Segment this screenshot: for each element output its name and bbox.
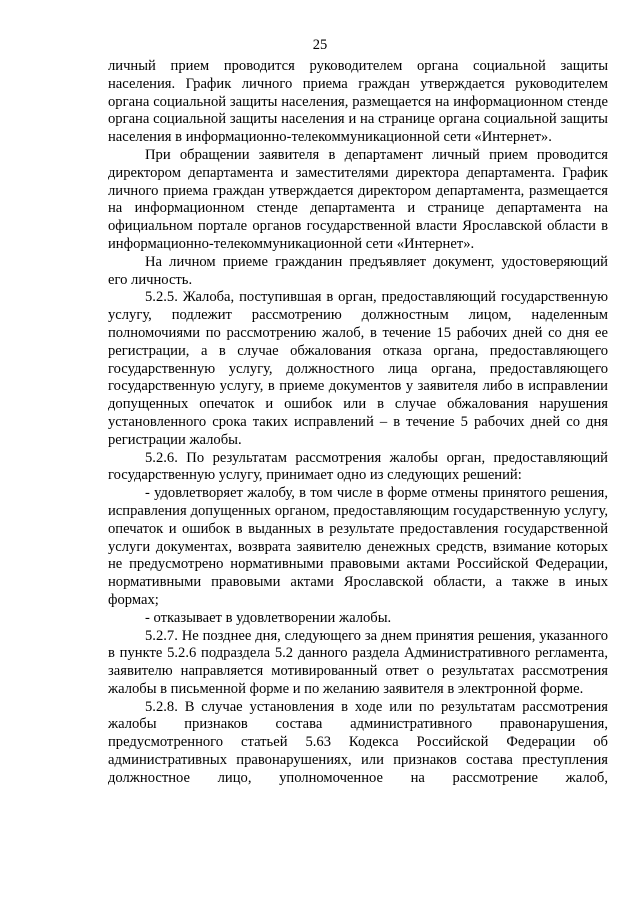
paragraph-5-2-6: 5.2.6. По результатам рассмотрения жалобы орган, предоставляющий государственную услугу, принимает одно из следующих решений: <box>108 449 608 484</box>
list-item-refuse: - отказывает в удовлетворении жалобы. <box>145 609 392 626</box>
list-item-satisfy: - удовлетворяет жалобу, в том числе в форме отмены принятого решения, исправления допущенных органом, предоставляющим государственную услугу, опечаток и ошибок в выданных в результате предоставления государственной услуги документах, возврата заявителю денежных средств, взимание которых не предусмотрено нормативными правовыми актами Российской Федерации, нормативными правовыми актами Ярославской области, а также в иных формах; <box>108 485 608 608</box>
paragraph-5-2-8: 5.2.8. В случае установления в ходе или по результатам рассмотрения жалобы признаков состава административного правонарушения, предусмотренного статьей 5.63 Кодекса Российской Федерации об административных правонарушениях, или признаков состава преступления должностное лицо, уполномоченное на рассмотрение жалоб, <box>108 698 608 786</box>
paragraph-5-2-7: 5.2.7. Не позднее дня, следующего за днем принятия решения, указанного в пункте 5.2.6 подраздела 5.2 данного раздела Административного регламента, заявителю направляется мотивированный ответ о результатах рассмотрения жалобы в письменной форме и по желанию заявителя в электронной форме. <box>108 627 608 697</box>
page-number: 25 <box>312 37 328 53</box>
paragraph-5-2-5: 5.2.5. Жалоба, поступившая в орган, предоставляющий государственную услугу, подлежит рассмотрению должностным лицом, наделенным полномочиями по рассмотрению жалоб, в течение 15 рабочих дней со дня ее регистрации, а в случае обжалования отказа органа, предоставляющего государственную услугу, должностного лица органа, предоставляющего государственную услугу, в приеме документов у заявителя либо в исправлении допущенных опечаток и ошибок или в случае обжалования нарушения установленного срока таких исправлений – в течение 5 рабочих дней со дня регистрации жалобы. <box>108 289 608 448</box>
paragraph-1: личный прием проводится руководителем органа социальной защиты населения. График личного приема граждан утверждается руководителем органа социальной защиты населения, размещается на информационном стенде органа социальной защиты населения и на странице органа социальной защиты населения в информационно-телекоммуникационной сети «Интернет». <box>108 58 608 146</box>
paragraph-3: На личном приеме гражданин предъявляет документ, удостоверяющий его личность. <box>108 253 608 288</box>
paragraph-2: При обращении заявителя в департамент личный прием проводится директором департамента и заместителями директора департамента. График личного приема граждан утверждается директором департамента, размещается на информационном стенде департамента и странице департамента на официальном портале органов государственной власти Ярославской области в информационно-телекоммуникационной сети «Интернет». <box>108 146 608 252</box>
document-body <box>108 58 608 788</box>
